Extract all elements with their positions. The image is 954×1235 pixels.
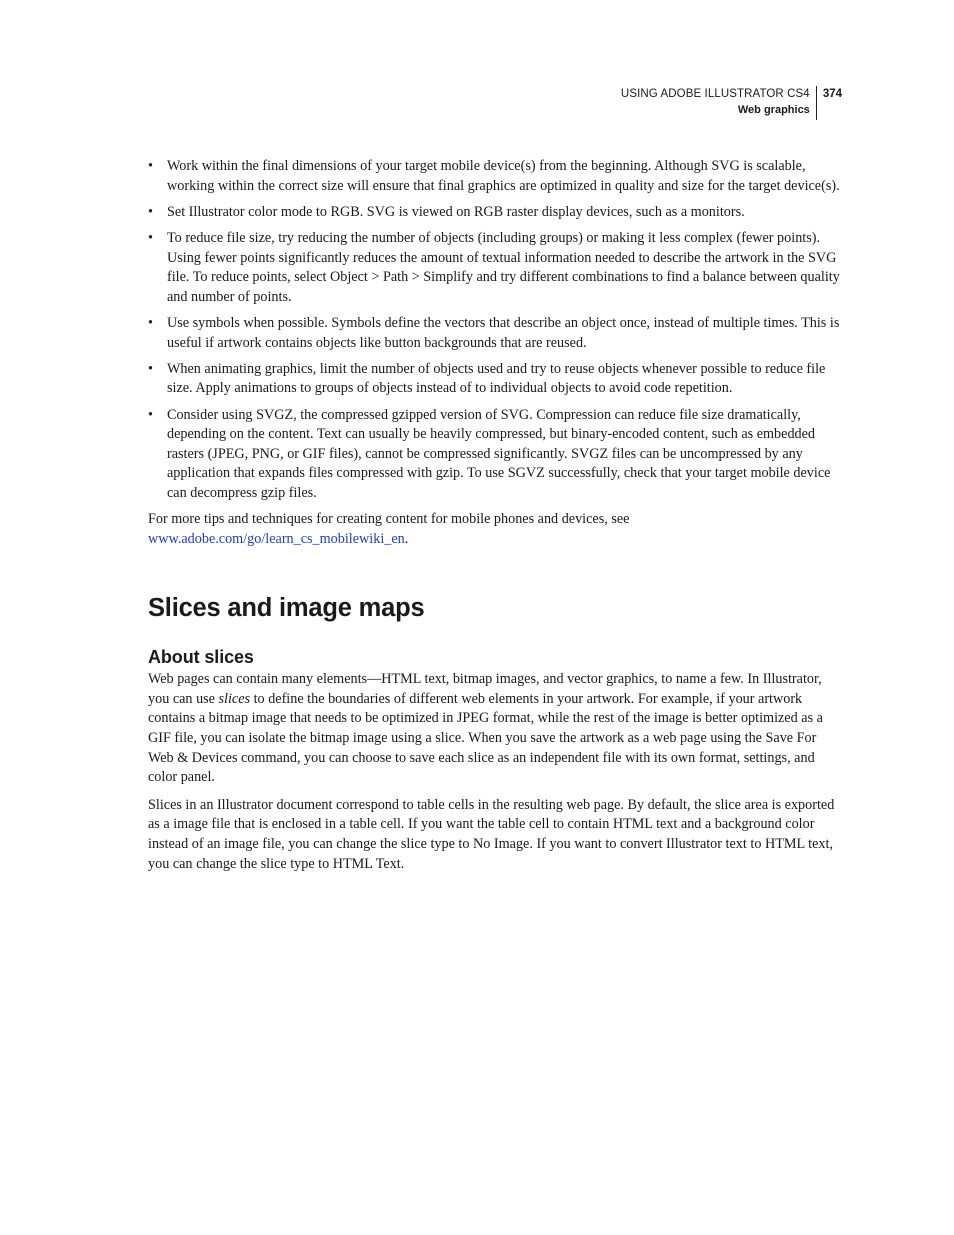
page-number: 374 [822, 88, 842, 100]
section-heading: Slices and image maps [148, 594, 425, 623]
list-item-text: Set Illustrator color mode to RGB. SVG is viewed on RGB raster display devices, such as a monitors. [167, 203, 745, 220]
running-header [621, 86, 842, 120]
list-item [148, 229, 840, 307]
more-tips-period: . [404, 530, 409, 547]
bullet-icon: • [148, 314, 153, 331]
more-tips-text: For more tips and techniques for creating content for mobile phones and devices, see [148, 511, 630, 528]
subsection-heading: About slices [148, 647, 254, 668]
section-title: Web graphics [737, 104, 810, 116]
list-item [148, 203, 840, 223]
tips-bullet-list [148, 157, 840, 503]
list-item [148, 360, 840, 399]
page-content [148, 157, 840, 882]
header-titles [621, 86, 817, 120]
about-slices-paragraph-1 [148, 670, 840, 788]
bullet-icon: • [148, 203, 153, 220]
emphasis-term: slices [218, 690, 251, 707]
paragraph-text: to define the boundaries of different web elements in your artwork. For example, if your artwork contains a bitmap image that needs to be optimized in JPEG format, while the rest of the image is better optimized as a GIF file, you can isolate the bitmap image using a slice. When you save the artwork as a web page using the Save For Web & Devices command, you can choose to save each slice as an independent file with its own format, settings, and color panel. [148, 690, 823, 786]
list-item [148, 406, 840, 504]
list-item-text: Work within the final dimensions of your target mobile device(s) from the beginning. Although SVG is scalable, working within the correct size will ensure that final graphics are optimized in quality and size for the target device(s). [167, 158, 840, 194]
bullet-icon: • [148, 360, 153, 377]
bullet-icon: • [148, 229, 153, 246]
list-item-text: When animating graphics, limit the number of objects used and try to reuse objects whenever possible to reduce file size. Apply animations to groups of objects instead of to individual objects to avoid code repetition. [167, 360, 826, 397]
bullet-icon: • [148, 158, 153, 174]
about-slices-paragraph-2: Slices in an Illustrator document correspond to table cells in the resulting web page. By default, the slice area is exported as a image file that is enclosed in a table cell. If you want the table cell to contain HTML text and a background color instead of an image file, you can change the slice type to No Image. If you want to convert Illustrator text to HTML text, you can change the slice type to HTML Text. [148, 796, 835, 872]
list-item-text: Use symbols when possible. Symbols define the vectors that describe an object once, instead of multiple times. This is useful if artwork contains objects like button backgrounds that are reused. [167, 314, 840, 351]
list-item [148, 157, 840, 196]
mobilewiki-link[interactable]: www.adobe.com/go/learn_cs_mobilewiki_en [148, 530, 405, 547]
book-title: USING ADOBE ILLUSTRATOR CS4 [620, 88, 810, 100]
list-item [148, 314, 840, 353]
list-item-text: To reduce file size, try reducing the number of objects (including groups) or making it less complex (fewer points). Using fewer points significantly reduces the amount of textual information needed to describe the artwork in the SVG file. To reduce points, select Object > Path > Simplify and try different combinations to find a balance between quality and number of points. [167, 229, 840, 305]
bullet-icon: • [148, 406, 153, 423]
list-item-text: Consider using SVGZ, the compressed gzipped version of SVG. Compression can reduce file size dramatically, depending on the content. Text can usually be heavily compressed, but binary-encoded content, such as embedded rasters (JPEG, PNG, or GIF files), cannot be compressed significantly. SVGZ files can be uncompressed by any application that expands files compressed with gzip. To use SGVZ successfully, check that your target mobile device can decompress gzip files. [167, 406, 831, 501]
more-tips-paragraph [148, 510, 840, 549]
paragraph-text: Web pages can contain many elements—HTML text, bitmap images, and vector graphics, to name a few. In Illustrator, you can use [148, 671, 822, 707]
